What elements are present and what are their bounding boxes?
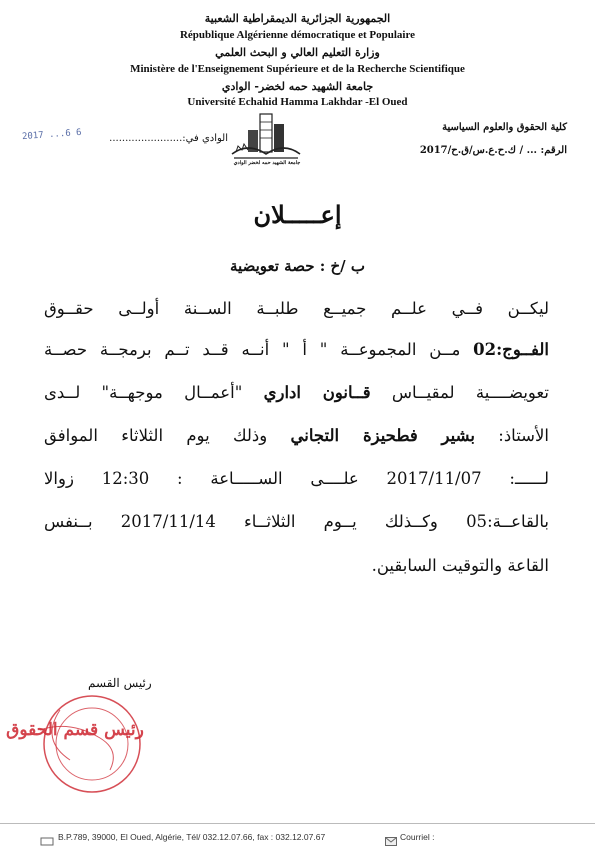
group-number: الفــوج:02 — [473, 340, 549, 359]
body-line-5: لــــــ: 2017/11/07 علــــى الســـــاعة : 12:30 زوالا — [44, 469, 549, 488]
body-line-4 — [44, 426, 549, 445]
phone-icon — [40, 831, 54, 840]
footer-email-label: Courriel : — [400, 832, 435, 842]
department-head-label: رئيس القسم — [88, 676, 152, 690]
body-line-7: القاعة والتوقيت السابقين. — [371, 556, 549, 575]
reference-number — [420, 145, 567, 156]
republic-ar: الجمهورية الجزائرية الديمقراطية الشعبية — [204, 12, 391, 25]
university-ar: جامعة الشهيد حمه لخضر- الوادي — [221, 80, 374, 93]
body-line-4-pre: الأستاذ: — [474, 426, 549, 445]
reference-value: ... / ك.ح.ع.س/ق.ح/2017 — [419, 145, 538, 156]
body-line-1: ليكــن فــي علــم جميــع طلبــة الســنة أولــى حقــوق — [44, 299, 549, 318]
footer-divider — [0, 823, 595, 824]
university-fr: Université Echahid Hamma Lakhdar -El Oued — [187, 96, 408, 108]
body-line-4-post: وذلك يوم الثلاثاء الموافق — [44, 426, 291, 445]
professor-name: بشير فطحيزة التجاني — [290, 426, 475, 445]
reference-label: الرقم: — [540, 145, 567, 156]
ministry-ar: وزارة التعليم العالي و البحث العلمي — [215, 46, 380, 59]
body-line-2-text: مــن المجموعــة " أ " أنــه قــد تــم برمجــة حصــة — [44, 340, 474, 359]
logo-caption: جامعة الشهيد حمه لخضر الوادي — [233, 160, 301, 166]
official-stamp — [0, 690, 150, 800]
place-date: الوادي في:....................... — [109, 133, 228, 144]
ministry-fr: Ministère de l'Enseignement Supérieure et de la Recherche Scientifique — [130, 63, 465, 75]
body-line-2 — [44, 340, 549, 359]
announcement-subject: ب /خ : حصة تعويضية — [230, 257, 365, 275]
course-name: قــانون اداري — [263, 383, 371, 402]
body-line-6: بالقاعــة:05 وكــذلك يــوم الثلاثــاء 2017/11/14 بــنفس — [44, 512, 550, 531]
university-logo — [228, 108, 306, 180]
received-date-stamp: 2017 ...6 6 — [21, 127, 82, 143]
body-line-3-post: "أعمــال موجهــة" لــدى — [44, 383, 264, 402]
body-line-3-pre: تعويضــــية لمقيــاس — [370, 383, 549, 402]
mail-icon — [385, 831, 397, 840]
stamp-text: رئيس قسم الحقوق — [6, 720, 144, 740]
faculty-name: كلية الحقوق والعلوم السياسية — [442, 122, 567, 133]
body-line-3 — [44, 383, 549, 402]
republic-fr: République Algérienne démocratique et Populaire — [179, 29, 416, 41]
footer-address: B.P.789, 39000, El Oued, Algérie, Tél/ 032.12.07.66, fax : 032.12.07.67 — [58, 832, 326, 842]
announcement-title: إعـــــلان — [253, 200, 342, 229]
